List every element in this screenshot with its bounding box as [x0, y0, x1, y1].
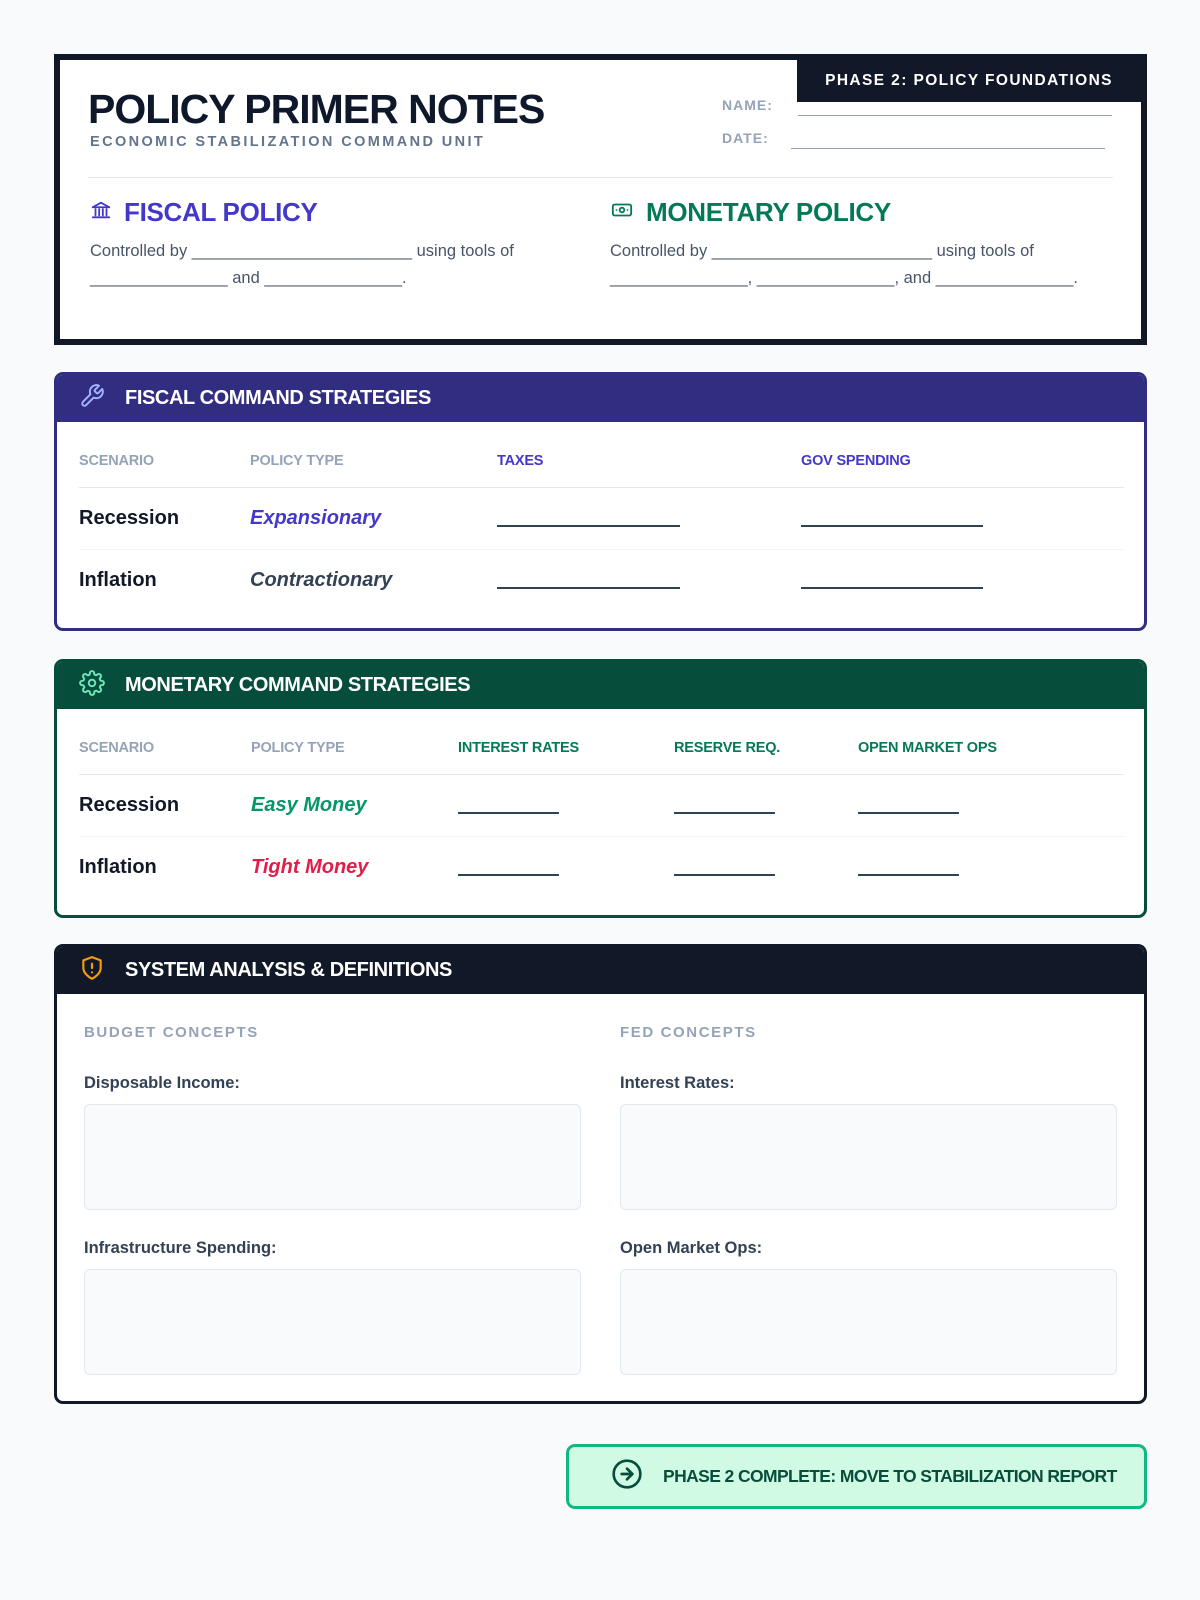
column-header: SCENARIO: [79, 740, 154, 756]
fiscal-policy-heading: FISCAL POLICY: [124, 196, 318, 227]
policy-type-cell: Expansionary: [250, 507, 382, 529]
gov-spending-blank[interactable]: [801, 587, 983, 589]
fiscal-policy-text: Controlled by ________________________ using tools of _______________ and _______________.: [90, 242, 514, 287]
gov-spending-blank[interactable]: [801, 525, 983, 527]
table-row: [79, 837, 1124, 899]
monetary-strategies-header: [57, 662, 1144, 709]
gear-icon: [79, 670, 105, 701]
arrow-right-circle-icon: [611, 1458, 643, 1495]
monetary-policy-heading: MONETARY POLICY: [646, 196, 891, 227]
column-header: INTEREST RATES: [458, 740, 579, 756]
money-icon: [610, 199, 634, 226]
column-header: SCENARIO: [79, 453, 154, 469]
fiscal-strategies-title: FISCAL COMMAND STRATEGIES: [125, 387, 431, 409]
definition-label: Open Market Ops:: [620, 1239, 763, 1257]
name-field[interactable]: [798, 115, 1112, 116]
reserve-req-blank[interactable]: [674, 874, 775, 876]
system-analysis-header: [57, 947, 1144, 994]
fiscal-strategies-header: [57, 375, 1144, 422]
monetary-strategies-table: [79, 709, 1124, 899]
definition-label: Interest Rates:: [620, 1074, 735, 1092]
phase-complete-label: PHASE 2 COMPLETE: MOVE TO STABILIZATION REPORT: [663, 1466, 1117, 1486]
table-header: [79, 709, 1124, 775]
header-divider: [88, 177, 1113, 178]
definition-box[interactable]: [620, 1269, 1117, 1375]
wrench-icon: [79, 383, 105, 414]
column-header: GOV SPENDING: [801, 453, 911, 469]
system-analysis-title: SYSTEM ANALYSIS & DEFINITIONS: [125, 959, 452, 981]
budget-concepts-title: BUDGET CONCEPTS: [84, 1024, 259, 1041]
fed-concepts-title: FED CONCEPTS: [620, 1024, 757, 1041]
fiscal-strategies-table: [79, 422, 1124, 612]
column-header: OPEN MARKET OPS: [858, 740, 997, 756]
table-header: [79, 422, 1124, 488]
bank-icon: [90, 199, 112, 226]
header-card: [54, 54, 1147, 345]
open-market-ops-blank[interactable]: [858, 812, 959, 814]
fiscal-strategies-panel: [54, 372, 1147, 631]
definition-label: Infrastructure Spending:: [84, 1239, 277, 1257]
monetary-policy-note: [610, 196, 1090, 292]
table-row: [79, 775, 1124, 837]
shield-alert-icon: [79, 955, 105, 986]
date-label: DATE:: [722, 130, 769, 146]
definition-box[interactable]: [84, 1104, 581, 1210]
taxes-blank[interactable]: [497, 587, 680, 589]
scenario-cell: Inflation: [79, 569, 157, 591]
page-subtitle: ECONOMIC STABILIZATION COMMAND UNIT: [90, 134, 486, 150]
monetary-strategies-panel: [54, 659, 1147, 918]
column-header: POLICY TYPE: [251, 740, 345, 756]
definition-box[interactable]: [84, 1269, 581, 1375]
policy-type-cell: Tight Money: [251, 856, 369, 878]
scenario-cell: Inflation: [79, 856, 157, 878]
phase-complete-button[interactable]: [566, 1444, 1147, 1509]
taxes-blank[interactable]: [497, 525, 680, 527]
scenario-cell: Recession: [79, 794, 180, 816]
page-title: POLICY PRIMER NOTES: [88, 86, 545, 132]
monetary-strategies-title: MONETARY COMMAND STRATEGIES: [125, 674, 471, 696]
definition-label: Disposable Income:: [84, 1074, 240, 1092]
date-field[interactable]: [791, 148, 1105, 149]
interest-rates-blank[interactable]: [458, 812, 559, 814]
system-analysis-panel: [54, 944, 1147, 1404]
fiscal-policy-note: [90, 196, 570, 292]
table-row: [79, 550, 1124, 612]
column-header: RESERVE REQ.: [674, 740, 781, 756]
column-header: TAXES: [497, 453, 544, 469]
phase-badge: PHASE 2: POLICY FOUNDATIONS: [797, 60, 1141, 102]
scenario-cell: Recession: [79, 507, 180, 529]
policy-type-cell: Contractionary: [250, 569, 393, 591]
reserve-req-blank[interactable]: [674, 812, 775, 814]
table-row: [79, 488, 1124, 550]
definition-box[interactable]: [620, 1104, 1117, 1210]
open-market-ops-blank[interactable]: [858, 874, 959, 876]
interest-rates-blank[interactable]: [458, 874, 559, 876]
column-header: POLICY TYPE: [250, 453, 344, 469]
name-label: NAME:: [722, 97, 773, 113]
policy-type-cell: Easy Money: [251, 794, 367, 816]
monetary-policy-text: Controlled by ________________________ using tools of _______________, _______________, and _______________.: [610, 242, 1078, 287]
